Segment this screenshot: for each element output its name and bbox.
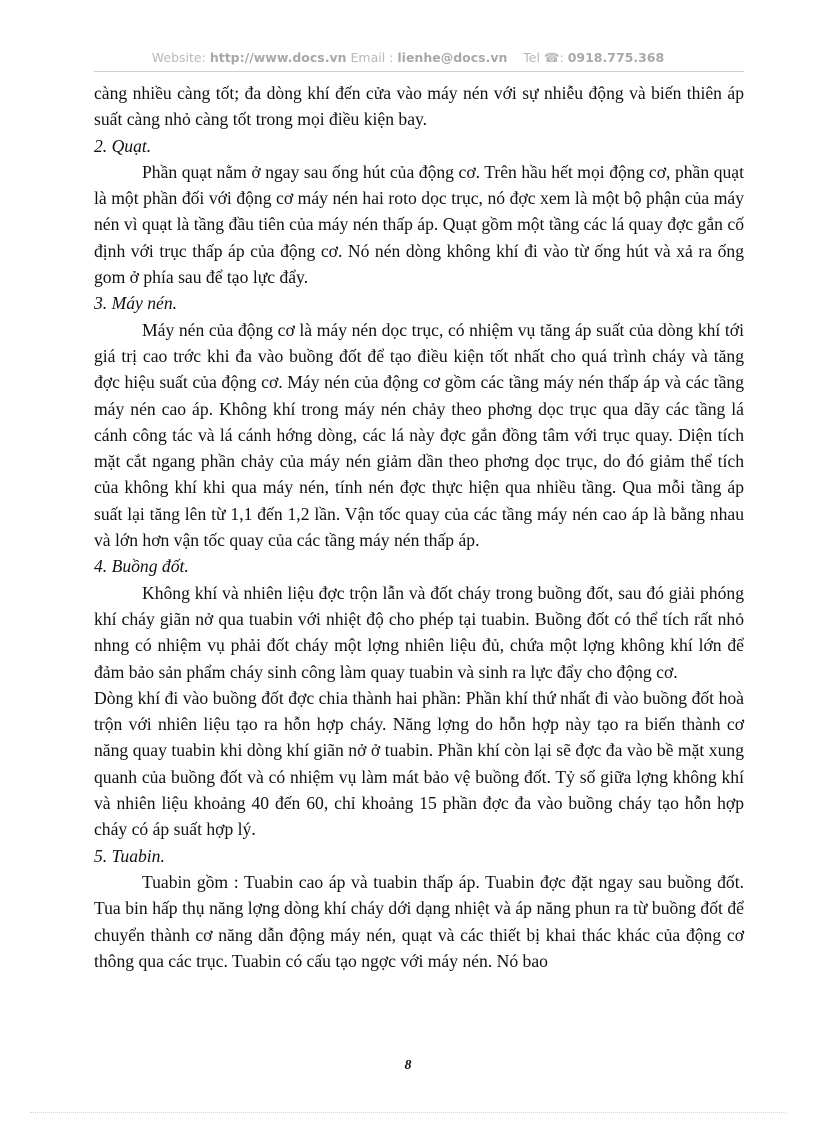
paragraph: Dòng khí đi vào buồng đốt đợc chia thành hai phần: Phần khí thứ nhất đi vào buồng đốt hoà trộn với nhiên liệu tạo ra hỗn hợp cháy. Năng lợng do hỗn hợp này tạo ra biến thành cơ năng quay tuabin khi dòng khí giãn nở ở tuabin. Phần khí còn lại sẽ đợc đa vào bề mặt xung quanh của buồng đốt và có nhiệm vụ làm mát bảo vệ buồng đốt. Tỷ số giữa lợng không khí và nhiên liệu khoảng 40 đến 60, chỉ khoảng 15 phần đợc đa vào buồng cháy tạo hỗn hợp cháy có áp suất hợp lý. (94, 687, 744, 840)
tel-value: 0918.775.368 (567, 50, 665, 65)
paragraph: Tuabin gồm : Tuabin cao áp và tuabin thấp áp. Tuabin đợc đặt ngay sau buồng đốt. Tua bin hấp thụ năng lợng dòng khí cháy dới dạng nhiệt và áp năng phun ra từ buồng đốt để chuyển thành cơ năng dẫn động máy nén, quạt và các thiết bị khai thác khác của động cơ thông qua các trục. Tuabin có cấu tạo ngợc với máy nén. Nó bao (94, 871, 744, 971)
section-heading-buong-dot: 4. Buồng đốt. (94, 556, 189, 577)
paragraph: Không khí và nhiên liệu đợc trộn lẫn và đốt cháy trong buồng đốt, sau đó giải phóng khí cháy giãn nở qua tuabin với nhiệt độ cho phép tại tuabin. Buồng đốt có thể tích rất nhỏ nhng có nhiệm vụ phải đốt cháy một lợng nhiên liệu đủ, chứa một lợng không khí lớn để đảm bảo sản phẩm cháy sinh công làm quay tuabin và sinh ra lực đẩy cho động cơ. (94, 582, 744, 682)
section-heading-may-nen: 3. Máy nén. (94, 293, 178, 314)
paragraph: càng nhiều càng tốt; đa dòng khí đến cửa vào máy nén với sự nhiễu động và biến thiên áp suất càng nhỏ càng tốt trong mọi điều kiện bay. (94, 83, 744, 130)
section-heading-tuabin: 5. Tuabin. (94, 845, 165, 866)
document-body (94, 80, 744, 974)
page-header (0, 50, 816, 65)
section-heading-quat: 2. Quạt. (94, 135, 152, 156)
email-link[interactable]: lienhe@docs.vn (397, 50, 508, 65)
paragraph: Phần quạt nằm ở ngay sau ống hút của động cơ. Trên hầu hết mọi động cơ, phần quạt là một phần đối với động cơ máy nén hai roto dọc trục, nó đợc xem là một bộ phận của máy nén vì quạt là tầng đầu tiên của máy nén thấp áp. Quạt gồm một tầng các lá quay đợc gắn cố định với trục thấp áp của động cơ. Nó nén dòng không khí đi vào từ ống hút và xả ra ống gom ở phía sau để tạo lực đẩy. (94, 161, 744, 288)
website-label: Website: (151, 50, 206, 65)
tel-label: Tel ☎: (523, 50, 564, 65)
paragraph: Máy nén của động cơ là máy nén dọc trục, có nhiệm vụ tăng áp suất của dòng khí tới giá trị cao trớc khi đa vào buồng đốt để tạo điều kiện tốt nhất cho quá trình cháy và tăng đợc hiệu suất của động cơ. Máy nén của động cơ gồm các tầng máy nén thấp áp và các tầng máy nén cao áp. Không khí trong máy nén chảy theo phơng dọc trục qua dãy các tầng lá cánh công tác và lá cánh hớng dòng, các lá này đợc gắn đồng tâm với trục quay. Diện tích mặt cắt ngang phần chảy của máy nén giảm dần theo phơng dọc trục, do đó giảm thể tích của không khí khi qua máy nén, tính nén đợc thực hiện qua nhiều tầng. Qua mỗi tầng áp suất lại tăng lên từ 1,1 đến 1,2 lần. Vận tốc quay của các tầng máy nén cao áp là bằng nhau và lớn hơn vận tốc quay của các tầng máy nén thấp áp. (94, 319, 744, 551)
header-divider (94, 71, 744, 72)
page-number: 8 (404, 1058, 412, 1073)
website-link[interactable]: http://www.docs.vn (209, 50, 347, 65)
footer-divider (30, 1112, 786, 1113)
email-label: Email : (350, 50, 394, 65)
